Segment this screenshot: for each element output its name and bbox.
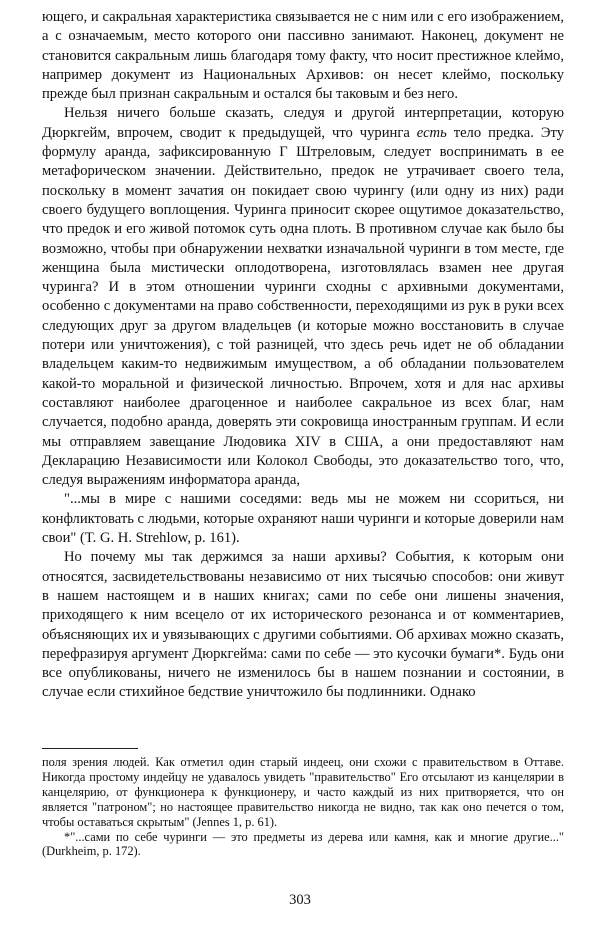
text-run: Но почему мы так держимся за наши архивы? События, к которым они относятся, засвидетельствованы независимо от них тысячью способов: они живут в нашем настоящем и в наших книгах; сами по себе они лишены значения, приходящего к ним всецело от их исторического резонанса и от комментариев, объясняющих их и увязывающих с другими событиями. Об архивах можно сказать, перефразируя аргумент Дюркгейма: сами по себе — это кусочки бумаги*. Будь они все опубликованы, ничего не изменилось бы в нашем познании и состоянии, в случае если стихийное бедствие уничтожило бы подлинники. Однако [42,549,564,701]
text-run: тело предка. Эту формулу аранда, зафиксированную Г Штреловым, следует воспринимать в ее метафорическом значении. Действительно, предок не утрачивает своего тела, поскольку в момент зачатия он покидает свою чурингу (или одну из них) ради своего будущего воплощения. Чуринга приносит скорее ощутимое доказательство, что предок и его живой потомок суть одна плоть. В противном случае как было бы возможно, чтобы при обнаружении нехватки изначальной чуринги в том месте, где женщина была мистически оплодотворена, изготовлялась взамен нее другая чуринга? И в этом отношении чуринги сходны с архивными документами, особенно с документами на право собственности, переходящими из рук в руки всех следующих друг за другом владельцев (и которые можно восстановить в случае потери или уничтожения), с той разницей, что здесь речь идет не об обладании владельцем каким-то недвижимым имуществом, а об обладании пользователем какой-то моральной и физической личностью. Впрочем, хотя и для нас архивы составляют наиболее драгоценное и наиболее сакральное из всех благ, нам случается, подобно аранда, доверять эти сокровища иностранным группам. И если мы отправляем завещание Людовика XIV в США, а они предоставляют нам Декларацию Независимости или Колокол Свободы, это доказательство того, что, следуя выражениям информатора аранда, [42,124,564,489]
page-number: 303 [289,892,311,908]
paragraph [42,8,564,104]
italic-run: есть [416,124,447,141]
footnote-star: *"...сами по себе чуринги — это предметы из дерева или камня, как и многие другие..." (Durkheim, p. 172). [42,829,564,859]
footnotes [42,755,564,859]
paragraph [42,548,564,702]
text-run: "...мы в мире с нашими соседями: ведь мы не можем ни ссориться, ни конфликтовать с людьми, которые охраняют наши чуринги и которые доверили нам свои" (T. G. H. Strehlow, p. 161). [42,491,564,547]
quote-paragraph [42,490,564,548]
footnote-separator [42,748,138,749]
text-run: Нельзя ничего больше сказать, следуя и другой интерпретации, которую Дюркгейм, впрочем, сводит к предыдущей, что чуринга [42,105,564,141]
text-run: ющего, и сакральная характеристика связывается не с ним или с его изображением, а с означаемым, место которого они пассивно занимают. Наконец, документ не становится сакральным лишь благодаря тому факту, что носит престижное клеймо, например документ из Национальных Архивов: он несет клеймо, поскольку прежде был признан сакральным и остался бы таковым и без него. [42,9,564,103]
paragraph [42,104,564,490]
main-text [42,8,564,703]
footnote-continuation: поля зрения людей. Как отметил один старый индеец, они схожи с правительством в Оттаве. Никогда простому индейцу не удавалось увидеть "правительство" Его отсылают из канцелярии в канцелярию, от функционера к функционеру, и часто каждый из них притворяется, что он является "патроном"; но настоящее правительство никогда не видно, так как оно печется о том, чтобы оставаться скрытым" (Jennes 1, p. 61). [42,755,564,829]
